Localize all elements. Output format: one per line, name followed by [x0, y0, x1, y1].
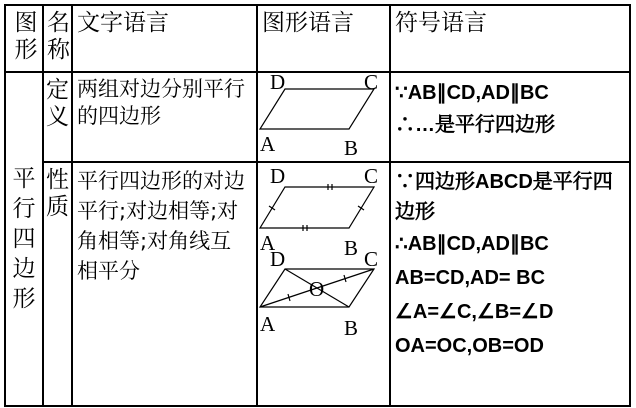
property-parallelogram-top [260, 187, 374, 228]
header-graphic-language-text: 图形语言 [262, 10, 354, 36]
property-figure-cell [257, 162, 390, 406]
shape-name-cell [5, 72, 43, 406]
header-text-language-text: 文字语言 [77, 10, 169, 36]
property-top-label-c: C [364, 164, 379, 188]
parallelogram-table [4, 4, 631, 407]
shape-name: 平行四边形 [12, 166, 36, 312]
header-name [43, 5, 72, 72]
header-symbol-language-text: 符号语言 [395, 10, 487, 36]
property-bottom-label-d: D [270, 247, 286, 271]
property-symbol-line3: ∠A=∠C,∠B=∠D [395, 301, 554, 323]
definition-label-b: B [344, 136, 359, 157]
header-graphic-language [257, 5, 390, 72]
property-label-cell [43, 162, 72, 406]
header-text-language [72, 5, 257, 72]
definition-label-a: A [260, 132, 276, 156]
header-figure [5, 5, 43, 72]
property-symbol-cell [390, 162, 630, 406]
property-text: 平行四边形的对边平行;对边相等;对角相等;对角线互相平分 [77, 169, 245, 283]
property-bottom-label-b: B [344, 316, 359, 340]
property-bottom-label-c: C [364, 247, 379, 271]
header-name-text: 名称 [47, 10, 70, 63]
definition-symbol-line1: ∵AB∥CD,AD∥BC [395, 82, 549, 104]
definition-label-c: C [364, 73, 379, 94]
definition-label: 定义 [46, 77, 69, 130]
definition-symbol-line2: ∴…是平行四边形 [395, 114, 555, 136]
property-label-o: O [309, 277, 325, 301]
property-symbol-line1: ∴AB∥CD,AD∥BC [395, 233, 549, 255]
property-top-label-b: B [344, 236, 359, 260]
definition-label-d: D [270, 73, 286, 94]
definition-symbol-cell [390, 72, 630, 162]
definition-label-cell [43, 72, 72, 162]
definition-parallelogram-diagram [258, 73, 387, 157]
definition-text-cell [72, 72, 257, 162]
property-top-label-d: D [270, 164, 286, 188]
property-symbol-line4: OA=OC,OB=OD [395, 335, 544, 357]
header-symbol-language [390, 5, 630, 72]
property-parallelogram-diagrams [258, 163, 387, 401]
property-bottom-label-a: A [260, 312, 276, 336]
definition-figure-cell [257, 72, 390, 162]
property-top-label-a: A [260, 231, 276, 255]
property-label: 性质 [46, 167, 69, 220]
definition-text: 两组对边分别平行的四边形 [77, 77, 245, 128]
property-symbol-given: ∵四边形ABCD是平行四边形 [395, 171, 613, 223]
property-symbol-line2: AB=CD,AD= BC [395, 267, 546, 289]
property-text-cell [72, 162, 257, 406]
definition-parallelogram [260, 89, 374, 129]
header-figure-text: 图形 [14, 10, 38, 63]
